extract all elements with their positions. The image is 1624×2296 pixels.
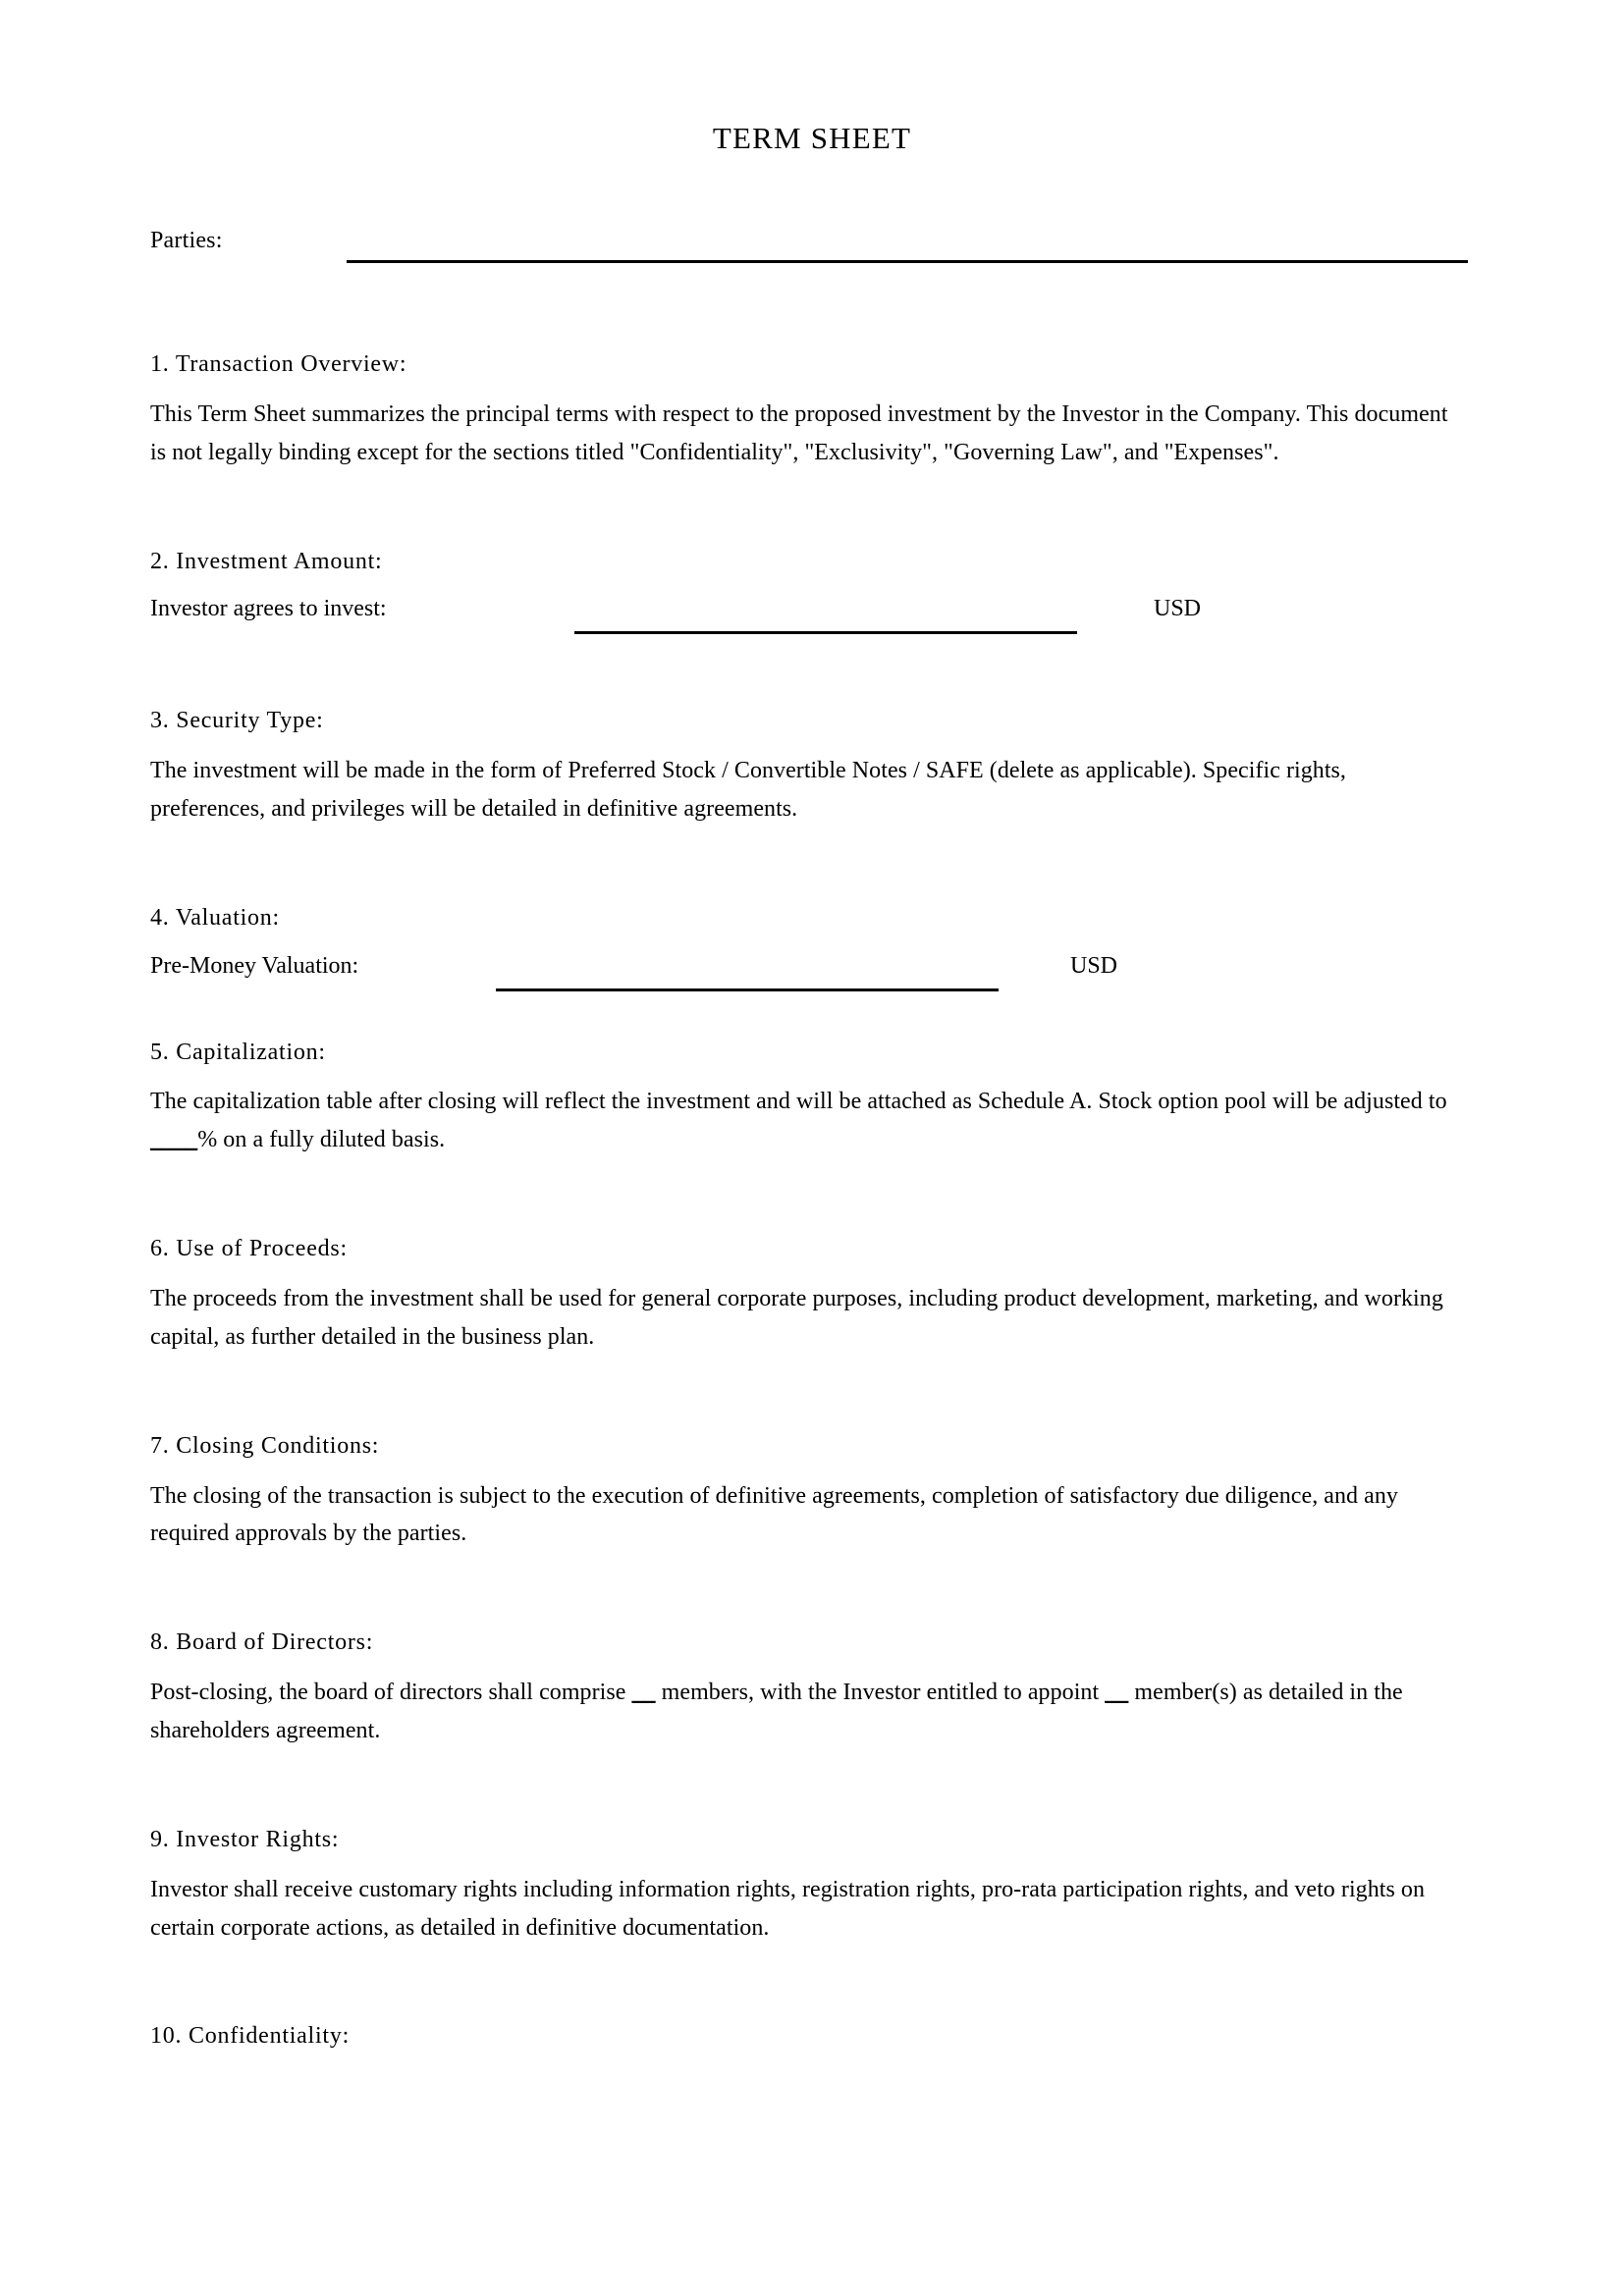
- investor-appointee-count-blank[interactable]: __: [1105, 1680, 1129, 1706]
- section-investment-amount: [150, 545, 1466, 648]
- section-heading: 9. Investor Rights:: [150, 1826, 340, 1852]
- parties-label: Parties:: [150, 228, 223, 253]
- section-body: The proceeds from the investment shall be used for general corporate purposes, including product development, marketing, and working capital, as further detailed in the business plan.: [150, 1286, 1443, 1350]
- page-title: TERM SHEET: [712, 121, 912, 155]
- parties-fill-line[interactable]: [347, 260, 1468, 263]
- pre-money-valuation-currency: USD: [1070, 952, 1118, 979]
- investment-amount-row: [150, 592, 1466, 647]
- pre-money-valuation-label: Pre-Money Valuation:: [150, 952, 359, 979]
- section-body: [150, 1674, 1466, 1750]
- board-text-part1: Post-closing, the board of directors shall comprise: [150, 1680, 632, 1706]
- section-confidentiality: [150, 2019, 1466, 2054]
- section-body: Investor shall receive customary rights including information rights, registration rights, pro-rata participation rights, and veto rights on certain corporate actions, as detailed in definitive documentation.: [150, 1876, 1426, 1941]
- option-pool-blank[interactable]: ____: [150, 1127, 198, 1153]
- investment-amount-fill-line[interactable]: [574, 631, 1077, 634]
- section-heading: 10. Confidentiality:: [150, 2023, 350, 2050]
- section-valuation: [150, 901, 1466, 1004]
- section-heading: 1. Transaction Overview:: [150, 351, 407, 377]
- section-capitalization: [150, 1036, 1466, 1160]
- pre-money-valuation-fill-line[interactable]: [496, 988, 999, 991]
- section-body: The closing of the transaction is subject to the execution of definitive agreements, completion of satisfactory due diligence, and any required approvals by the parties.: [150, 1482, 1398, 1547]
- section-use-of-proceeds: [150, 1232, 1466, 1357]
- section-board-of-directors: [150, 1626, 1466, 1750]
- section-body: [150, 1083, 1466, 1159]
- section-heading: 5. Capitalization:: [150, 1039, 326, 1065]
- parties-row: [150, 216, 1466, 275]
- section-security-type: [150, 704, 1466, 828]
- section-body: The investment will be made in the form of Preferred Stock / Convertible Notes / SAFE (delete as applicable). Specific rights, preferences, and privileges will be detailed in definitive agreements.: [150, 758, 1346, 823]
- section-investor-rights: [150, 1823, 1466, 1948]
- section-heading: 7. Closing Conditions:: [150, 1432, 380, 1459]
- valuation-row: [150, 949, 1466, 1004]
- board-member-count-blank[interactable]: __: [631, 1680, 656, 1706]
- section-heading: 4. Valuation:: [150, 904, 280, 931]
- section-heading: 2. Investment Amount:: [150, 548, 383, 574]
- board-text-part3: member(s) as detailed in the shareholders agreement.: [150, 1680, 1403, 1743]
- capitalization-text-part2: % on a fully diluted basis.: [197, 1127, 446, 1153]
- section-transaction-overview: [150, 347, 1466, 472]
- investment-amount-label: Investor agrees to invest:: [150, 596, 387, 622]
- section-heading: 3. Security Type:: [150, 708, 324, 734]
- section-heading: 6. Use of Proceeds:: [150, 1236, 348, 1262]
- section-heading: 8. Board of Directors:: [150, 1629, 374, 1656]
- section-closing-conditions: [150, 1429, 1466, 1554]
- section-body: This Term Sheet summarizes the principal terms with respect to the proposed investment by the Investor in the Company. This document is not legally binding except for the sections titled "Confidentiality", "Exclusivity", "Governing Law", and "Expenses".: [150, 400, 1448, 465]
- capitalization-text-part1: The capitalization table after closing will reflect the investment and will be attached as Schedule A. Stock option pool will be adjusted to: [150, 1089, 1447, 1115]
- investment-amount-currency: USD: [1154, 596, 1202, 622]
- board-text-part2: members, with the Investor entitled to appoint: [655, 1680, 1106, 1706]
- document-content: [150, 216, 1466, 2067]
